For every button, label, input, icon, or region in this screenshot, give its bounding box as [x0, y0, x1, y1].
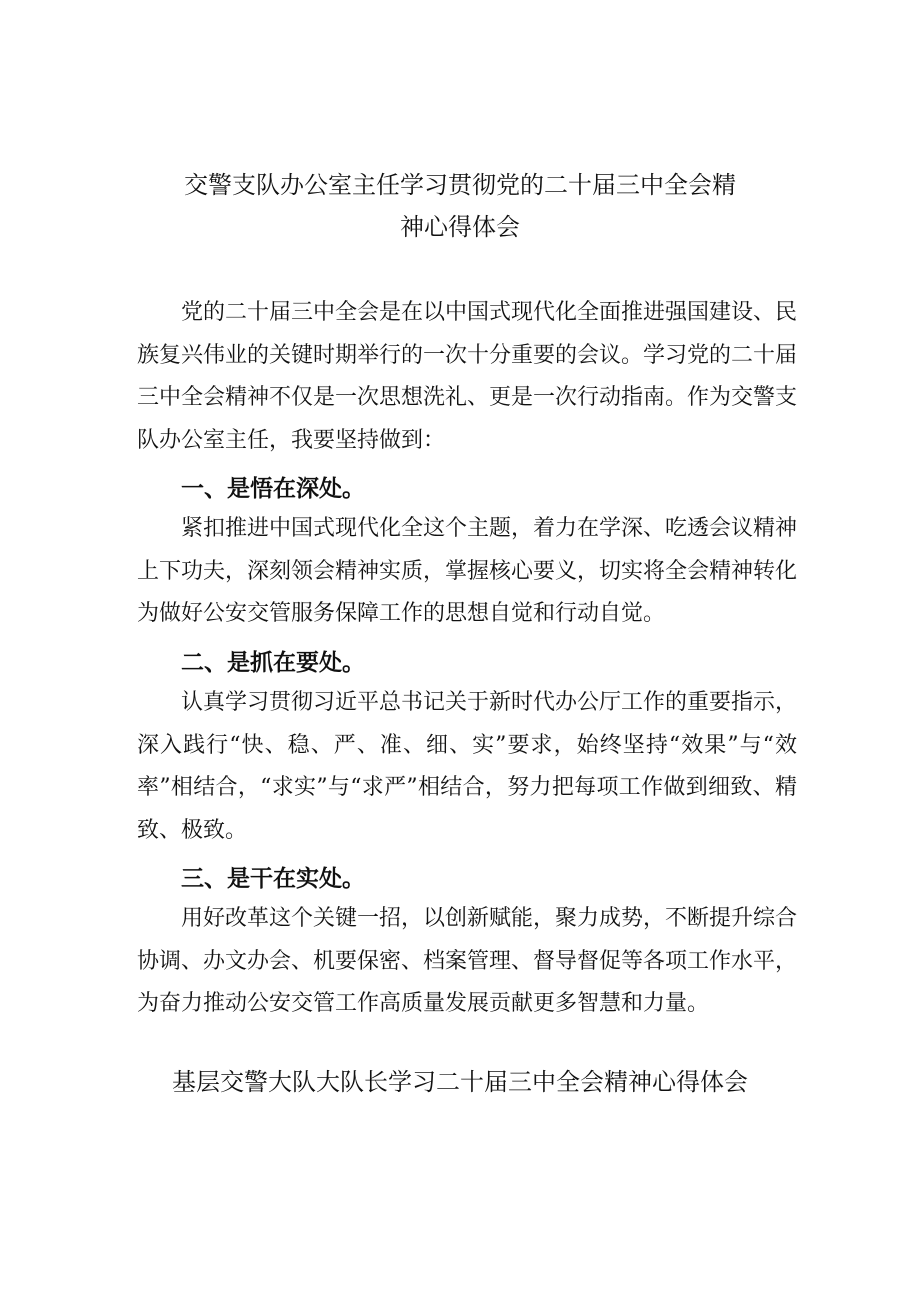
next-document-title: 基层交警大队大队长学习二十届三中全会精神心得体会	[172, 1068, 748, 1096]
document-title-line-2: 神心得体会	[400, 213, 520, 241]
section-paragraph-2: 认真学习贯彻习近平总书记关于新时代办公厅工作的重要指示，深入践行“快、稳、严、准、细、实”要求，始终坚持“效果”与“效率”相结合，“求实”与“求严”相结合，努力把每项工作做到细致、精致、极致。	[137, 690, 798, 843]
intro-paragraph: 党的二十届三中全会是在以中国式现代化全面推进强国建设、民族复兴伟业的关键时期举行的一次十分重要的会议。学习党的二十届三中全会精神不仅是一次思想洗礼、更是一次行动指南。作为交警支队办公室主任，我要坚持做到：	[137, 300, 798, 453]
section-paragraph-1: 紧扣推进中国式现代化全这个主题，着力在学深、吃透会议精神上下功夫，深刻领会精神实质，掌握核心要义，切实将全会精神转化为做好公安交管服务保障工作的思想自觉和行动自觉。	[137, 516, 798, 626]
section-heading-2: 二、是抓在要处。	[181, 650, 365, 676]
document-title-line-1: 交警支队办公室主任学习贯彻党的二十届三中全会精	[184, 171, 736, 199]
section-paragraph-3: 用好改革这个关键一招，以创新赋能，聚力成势，不断提升综合协调、办文办会、机要保密、档案管理、督导督促等各项工作水平，为奋力推动公安交管工作高质量发展贡献更多智慧和力量。	[137, 906, 798, 1016]
section-heading-3: 三、是干在实处。	[181, 866, 365, 892]
section-heading-1: 一、是悟在深处。	[181, 476, 365, 502]
